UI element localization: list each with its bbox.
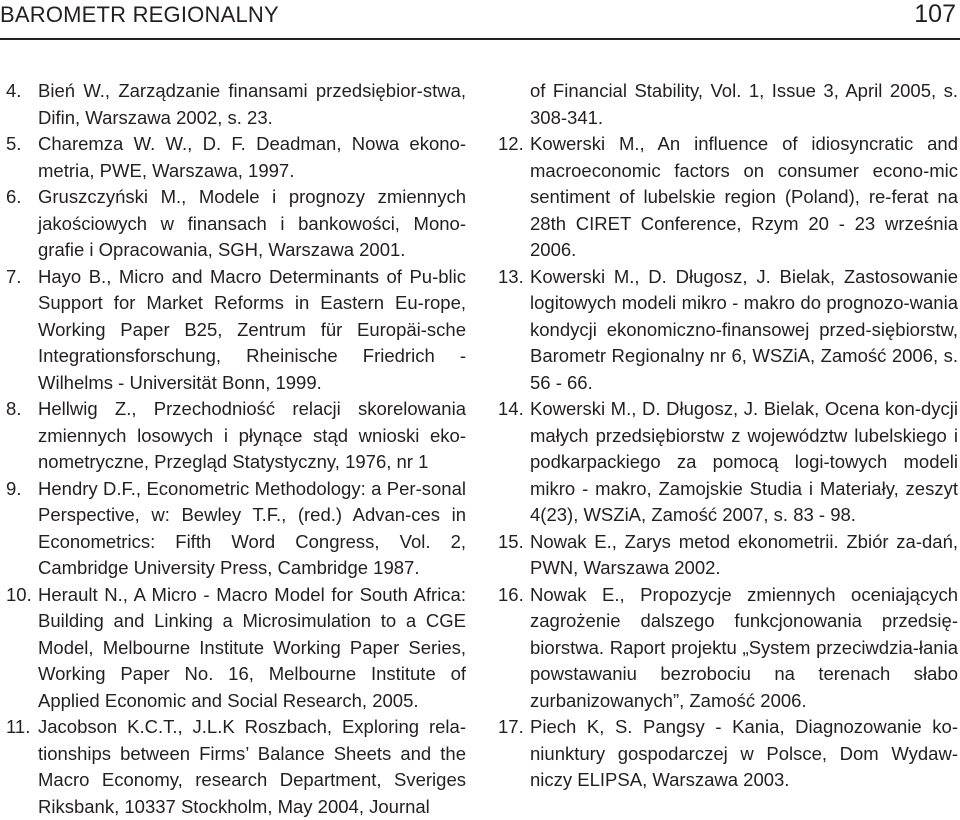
reference-text: Jacobson K.C.T., J.L.K Roszbach, Exploring rela-tionships between Firms’ Balance Sheets and the Macro Economy, research Department, Sveriges Riksbank, 10337 Stockholm, May 2004, Journal xyxy=(38,716,466,817)
reference-text: Charemza W. W., D. F. Deadman, Nowa ekono-metria, PWE, Warszawa, 1997. xyxy=(38,133,466,181)
reference-number: 8. xyxy=(6,398,22,419)
reference-text: Gruszczyński M., Modele i prognozy zmiennych jakościowych w finansach i bankowości, Mono-grafie i Opracowania, SGH, Warszawa 2001. xyxy=(38,186,466,260)
reference-text: Hellwig Z., Przechodniość relacji skorelowania zmiennych losowych i płynące stąd wnioski eko-nometryczne, Przegląd Statystyczny, 1976, nr 1 xyxy=(38,398,466,472)
reference-item xyxy=(498,582,958,715)
reference-item xyxy=(498,396,958,529)
reference-text: Kowerski M., D. Długosz, J. Bielak, Zastosowanie logitowych modeli mikro - makro do prognozo-wania kondycji ekonomiczno-finansowej przed-siębiorstw, Barometr Regionalny nr 6, WSZiA, Zamość 2006, s. 56 - 66. xyxy=(530,265,958,393)
reference-number: 16. xyxy=(498,583,524,605)
reference-text: Piech K, S. Pangsy - Kania, Diagnozowanie ko-niunktury gospodarczej w Polsce, Dom Wydaw-niczy ELIPSA, Warszawa 2003. xyxy=(530,716,958,790)
reference-text: Hayo B., Micro and Macro Determinants of Pu-blic Support for Market Reforms in Eastern Eu-rope, Working Paper B25, Zentrum für Europäi-sche Integrationsforschung, Rheinische Friedrich - Wilhelms - Universität Bonn, 1999. xyxy=(38,265,466,393)
reference-item xyxy=(6,131,466,184)
reference-number: 12. xyxy=(498,133,524,154)
reference-text: Hendry D.F., Econometric Methodology: a Per-sonal Perspective, w: Bewley T.F., (red.) Advan-ces in Econometrics: Fifth Word Congress, Vol. 2, Cambridge University Press, Cambridge 1987. xyxy=(38,477,466,578)
reference-number: 5. xyxy=(6,133,22,154)
reference-number: 13. xyxy=(498,265,524,287)
reference-item xyxy=(6,78,466,131)
reference-text: Nowak E., Zarys metod ekonometrii. Zbiór za-dań, PWN, Warszawa 2002. xyxy=(530,530,958,578)
reference-number: 10. xyxy=(6,583,32,605)
reference-continuation: of Financial Stability, Vol. 1, Issue 3, April 2005, s. 308-341. xyxy=(530,80,958,128)
reference-number: 17. xyxy=(498,716,524,737)
reference-number: 9. xyxy=(6,477,22,499)
reference-number: 11. xyxy=(6,716,31,737)
references-right-column xyxy=(498,78,958,794)
reference-item xyxy=(498,529,958,582)
reference-text: Nowak E., Propozycje zmiennych oceniających zagrożenie dalszego funkcjonowania przedsię-biorstwa. Raport projektu „System przeciwdzia-łania powstawaniu bezrobociu na terenach słabo zurbanizowanych”, Zamość 2006. xyxy=(530,583,958,711)
reference-number: 15. xyxy=(498,530,524,552)
reference-item xyxy=(498,714,958,794)
reference-item xyxy=(498,264,958,397)
reference-item xyxy=(6,714,466,820)
reference-text: Kowerski M., An influence of idiosyncratic and macroeconomic factors on consumer econo-mic sentiment of lubelskie region (Poland), re-ferat na 28th CIRET Conference, Rzym 20 - 23 września 2006. xyxy=(530,133,958,260)
reference-item xyxy=(6,582,466,715)
reference-text: Kowerski M., D. Długosz, J. Bielak, Ocena kon-dycji małych przedsiębiorstw z województw lubelskiego i podkarpackiego za pomocą logi-towych modeli mikro - makro, Zamojskie Studia i Materiały, zeszyt 4(23), WSZiA, Zamość 2007, s. 83 - 98. xyxy=(530,398,958,525)
reference-number: 6. xyxy=(6,186,22,207)
reference-item xyxy=(6,184,466,264)
running-header xyxy=(0,0,960,40)
page-number: 107 xyxy=(914,0,956,28)
reference-number: 7. xyxy=(6,265,22,287)
reference-text: Herault N., A Micro - Macro Model for South Africa: Building and Linking a Microsimulation to a CGE Model, Melbourne Institute Working Paper Series, Working Paper No. 16, Melbourne Institute of Applied Economic and Social Research, 2005. xyxy=(38,583,466,711)
reference-number: 14. xyxy=(498,398,524,419)
reference-item xyxy=(6,476,466,582)
references-left-column xyxy=(6,78,466,820)
reference-text: Bień W., Zarządzanie finansami przedsiębior-stwa, Difin, Warszawa 2002, s. 23. xyxy=(38,80,466,128)
reference-item xyxy=(6,396,466,476)
reference-item xyxy=(6,264,466,397)
running-title: BAROMETR REGIONALNY xyxy=(0,2,279,27)
reference-number: 4. xyxy=(6,80,22,101)
reference-item xyxy=(498,131,958,264)
